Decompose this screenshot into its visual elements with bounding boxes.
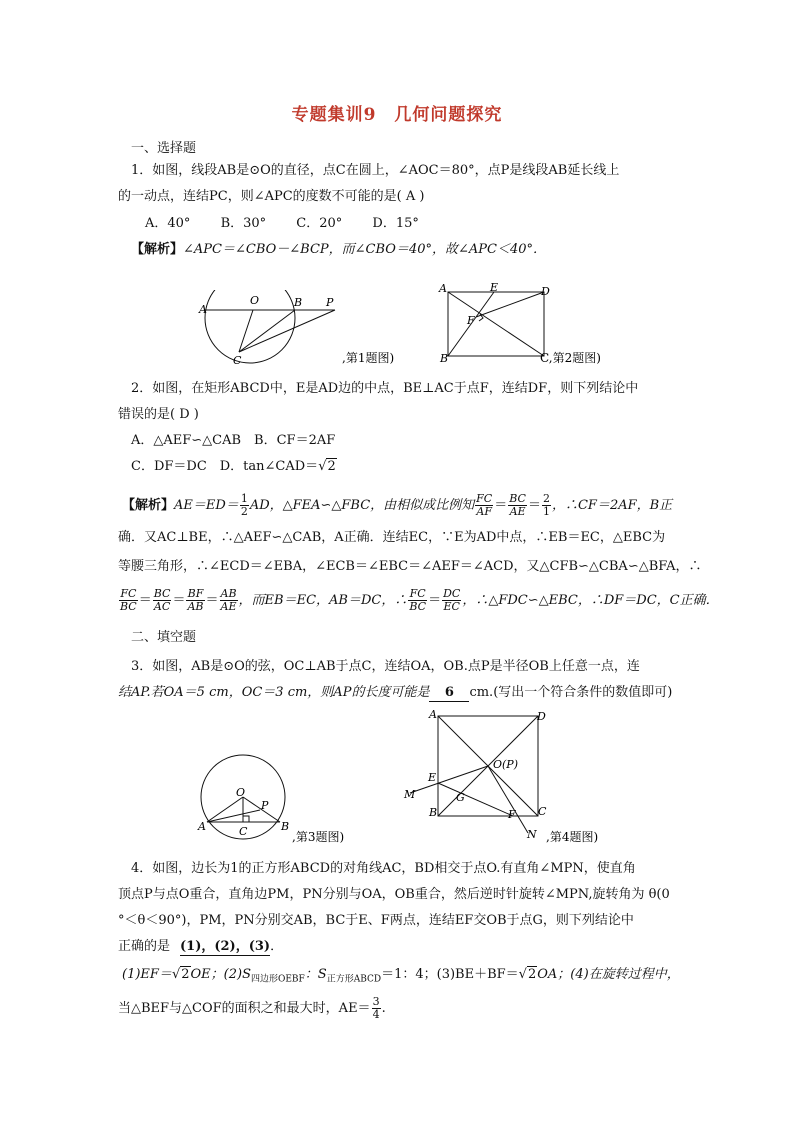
q3-answer: 6 — [429, 685, 469, 702]
q4-s2: 当△BEF与△COF的面积之和最大时，AE＝ — [118, 1001, 371, 1016]
fig4-label-b: B — [429, 806, 438, 819]
section-choice: 一、选择题 — [131, 141, 197, 156]
q2-analysis-3: 等腰三角形，∴∠ECD＝∠EBA，∠ECB＝∠EBC＝∠AEF＝∠ACD，又△CFB∽△CBA∽△BFA，∴ — [118, 559, 702, 574]
fig4-label-m: M — [404, 788, 416, 801]
fig2-label-b: B — [440, 352, 449, 365]
q2-a4-mid: ，而EB＝EC，AB＝DC，∴ — [238, 593, 408, 608]
fig1-label-c: C — [233, 354, 242, 367]
q4-s1e: ＝1：4；(3)BE＋BF＝ — [381, 967, 519, 982]
fig4-label-n: N — [527, 828, 537, 841]
fig3-label-c: C — [239, 825, 248, 838]
fig4-label-a: A — [429, 708, 437, 721]
fig2-label-a: A — [439, 282, 447, 295]
q3-line2-start: 结AP.若OA＝5 cm，OC＝3 cm，则AP的长度可能是 — [118, 685, 430, 700]
fig3-label-o: O — [236, 786, 246, 799]
q4-s1g: OA；(4)在旋转过程中， — [537, 967, 680, 982]
figure-4 — [400, 708, 630, 843]
q1-options: A．40° B．30° C．20° D．15° — [145, 216, 419, 231]
q4-line3: °＜θ＜90°)，PM，PN分别交AB，BC于E、F两点，连结EF交OB于点G，则下列结论中 — [118, 913, 634, 928]
q2-a1-mid: AD，△FEA∽△FBC，由相似成比例知 — [249, 498, 475, 513]
fig4-line-ef — [438, 783, 513, 816]
fig1-label-o: O — [250, 294, 260, 307]
q2-a1-start: AE＝ED＝ — [174, 498, 239, 513]
fig3-caption: ,第3题图) — [292, 830, 345, 844]
fig1-label-b: B — [294, 296, 303, 309]
q4-answer: (1)，(2)，(3) — [180, 939, 271, 954]
fig4-ray-pm — [410, 766, 488, 793]
figure-3 — [195, 752, 375, 847]
q1-analysis-text: ∠APC＝∠CBO－∠BCP，而∠CBO＝40°，故∠APC＜40°． — [183, 242, 547, 257]
q2-analysis-1: 【解析】AE＝ED＝ $\frac{1}{2}$ AD，△FEA∽△FBC，由相似成比例知 $\frac{FC}{AF}$ ＝ $\frac{BC}{AE}$ ＝ $\frac{2}{1}$ ，∴CF＝2AF，B正 — [122, 492, 673, 518]
frac-bc-ac: $\frac{BC}{AC}$ — [153, 587, 171, 613]
fig3-right-angle — [243, 816, 249, 822]
frac-dc-ec: $\frac{DC}{EC}$ — [443, 587, 461, 613]
fig1-label-p: P — [326, 296, 334, 309]
q2-sqrt-value: 2 — [327, 459, 336, 474]
fig2-line-df — [476, 292, 544, 317]
q4-sub-square: 正方形ABCD — [326, 974, 382, 985]
frac-bf-ab: $\frac{BF}{AB}$ — [187, 587, 204, 613]
fig1-label-a: A — [199, 303, 207, 316]
q2-line1: 2．如图，在矩形ABCD中，E是AD边的中点，BE⊥AC于点F，连结DF，则下列结论中 — [131, 381, 639, 396]
fig2-label-f: F — [467, 314, 475, 327]
q4-line1: 4．如图，边长为1的正方形ABCD的对角线AC，BD相交于点O.有直角∠MPN，使直角 — [131, 861, 636, 876]
page-title: 专题集训9 几何问题探究 — [291, 105, 503, 125]
q2-a1-end: ，∴CF＝2AF，B正 — [551, 498, 673, 513]
frac-fc-bc-2: $\frac{FC}{BC}$ — [409, 587, 427, 613]
fig3-label-p: P — [261, 799, 269, 812]
q4-sub-quad: 四边形OEBF — [250, 974, 305, 985]
q2-a4-end: ，∴△FDC∽△EBC，∴DF＝DC，C正确． — [462, 593, 719, 608]
frac-bc-ae: $\frac{BC}{AE}$ — [509, 492, 526, 518]
frac-2-1: $\frac{2}{1}$ — [542, 492, 550, 518]
q2-line2: 错误的是( D ) — [118, 407, 199, 422]
figure-1 — [195, 290, 415, 368]
fig4-caption: ,第4题图) — [546, 830, 599, 843]
q4-s2end: . — [381, 1001, 386, 1016]
q2-options-cd — [131, 459, 337, 475]
fig2-diagonal-ac — [448, 292, 544, 356]
q3-line1: 3．如图，AB是⊙O的弦，OC⊥AB于点C，连结OA，OB.点P是半径OB上任意一点，连 — [131, 659, 640, 674]
fig1-line-co — [239, 310, 253, 352]
sqrt-symbol: √ — [318, 459, 327, 474]
frac-fc-bc: $\frac{FC}{BC}$ — [120, 587, 137, 613]
fig2-label-d: D — [541, 285, 550, 298]
section-fill: 二、填空题 — [131, 630, 197, 645]
q2-analysis-4: $\frac{FC}{BC}$ ＝ $\frac{BC}{AC}$ ＝ $\frac{BF}{AB}$ ＝ $\frac{AB}{AE}$ ，而EB＝EC，AB＝DC，∴ $\frac{FC}{BC}$ ＝ $\frac{DC}{EC}$ ，∴△FDC∽△EBC，∴DF＝DC，C正确． — [120, 587, 719, 613]
q3-line2-end: cm.(写出一个符合条件的数值即可) — [469, 685, 673, 700]
fig4-label-d: D — [537, 710, 546, 723]
fig4-label-op: O(P) — [493, 758, 519, 771]
fig4-label-e: E — [428, 771, 437, 784]
q4-s1-sqrt: 2 — [181, 967, 190, 982]
analysis-tag: 【解析】 — [122, 498, 175, 513]
figure-2 — [436, 282, 636, 368]
q4-s1c: OE；(2)S — [190, 967, 251, 982]
fig4-label-c: C — [538, 805, 547, 818]
q4-statements-2 — [118, 996, 386, 1021]
q4-line4-end: ． — [270, 939, 284, 954]
q2-analysis-2: 确．又AC⊥BE，∴△AEF∽△CAB，A正确．连结EC，∵E为AD中点，∴EB＝EC，△EBC为 — [118, 530, 666, 545]
fig2-caption: C,第2题图) — [540, 351, 601, 365]
q4-s1: (1)EF＝ — [122, 967, 172, 982]
frac-ab-ae: $\frac{AB}{AE}$ — [220, 587, 237, 613]
q3-line2 — [118, 685, 672, 702]
q1-line2: 的一动点，连结PC，则∠APC的度数不可能的是( A ) — [118, 189, 425, 204]
analysis-tag: 【解析】 — [131, 242, 184, 257]
q4-line4-start: 正确的是 — [118, 939, 171, 954]
fig2-label-e: E — [490, 282, 499, 294]
frac-3-4: $\frac{3}{4}$ — [372, 995, 380, 1021]
fig4-label-g: G — [456, 791, 465, 804]
q2-options-c-text: C．DF＝DC D．tan∠CAD＝ — [131, 459, 319, 474]
q1-line1: 1．如图，线段AB是⊙O的直径，点C在圆上，∠AOC＝80°，点P是线段AB延长线上 — [131, 163, 620, 178]
fig4-label-f: F — [508, 808, 516, 821]
frac-fc-af: $\frac{FC}{AF}$ — [476, 492, 493, 518]
q4-s1f-sqrt: 2 — [527, 967, 537, 982]
q1-analysis — [131, 242, 546, 258]
q4-line4 — [118, 939, 283, 956]
q4-line2: 顶点P与点O重合，直角边PM，PN分别与OA，OB重合，然后逆时针旋转∠MPN,旋转角为 θ(0 — [118, 887, 670, 902]
fig3-label-a: A — [198, 820, 206, 833]
fig1-caption: ,第1题图) — [342, 351, 395, 365]
q2-options-ab: A．△AEF∽△CAB B．CF＝2AF — [131, 433, 336, 448]
q4-statements-1: (1)EF＝√2OE；$(2)S_{四边形OEBF}$：$S_{正方形ABCD}=1$：4；(3)BE＋BF＝√2OA；(4)在旋转过程中， — [122, 967, 680, 985]
fig3-label-b: B — [281, 820, 290, 833]
q4-s1d: ：S — [304, 967, 327, 982]
frac-half: $\frac{1}{2}$ — [240, 492, 248, 518]
